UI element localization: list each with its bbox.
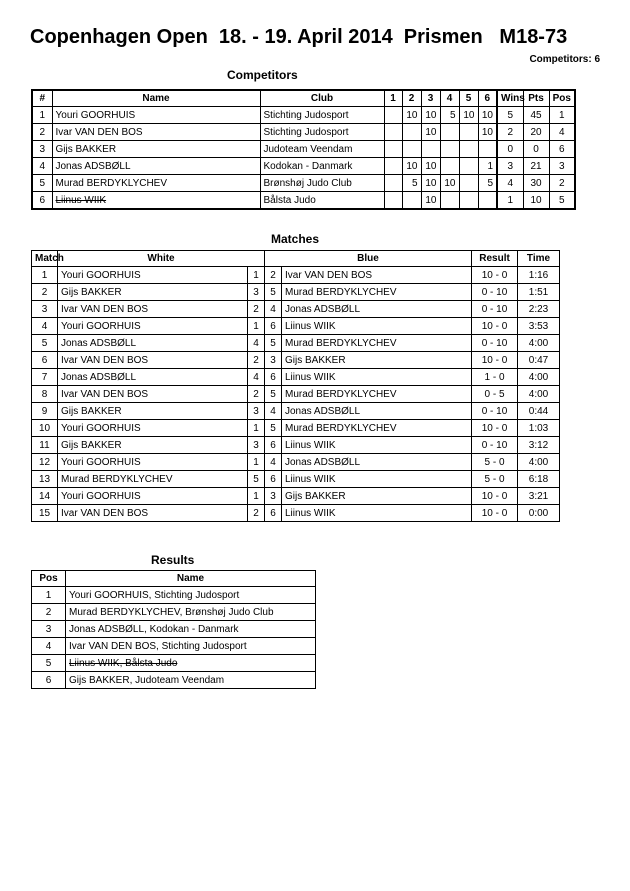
match-blue-number: 5	[265, 284, 282, 301]
match-white-number: 1	[248, 267, 265, 284]
match-blue-name: Murad BERDYKLYCHEV	[282, 386, 472, 403]
match-number: 11	[32, 437, 58, 454]
competitor-score-cell	[384, 175, 402, 192]
competitor-score-cell: 10	[421, 107, 440, 124]
competitor-position: 5	[549, 192, 575, 210]
competitor-score-cell	[478, 141, 497, 158]
competitors-column-header: 2	[402, 90, 421, 107]
competitor-score-cell	[440, 124, 459, 141]
competitor-score-cell	[402, 124, 421, 141]
match-white-number: 4	[248, 335, 265, 352]
competitor-number: 1	[32, 107, 52, 124]
match-row	[32, 505, 560, 522]
match-blue-name: Jonas ADSBØLL	[282, 403, 472, 420]
result-row	[32, 672, 316, 689]
result-name: Ivar VAN DEN BOS, Stichting Judosport	[66, 638, 316, 655]
match-time: 4:00	[518, 386, 560, 403]
match-result: 0 - 10	[472, 301, 518, 318]
results-column-header: Name	[66, 571, 316, 587]
match-blue-number: 5	[265, 420, 282, 437]
competitor-score-cell	[440, 192, 459, 210]
match-result: 0 - 10	[472, 403, 518, 420]
match-blue-name: Jonas ADSBØLL	[282, 301, 472, 318]
matches-column-header: Time	[518, 251, 560, 267]
match-row	[32, 369, 560, 386]
match-time: 0:47	[518, 352, 560, 369]
match-blue-number: 6	[265, 437, 282, 454]
match-time: 1:51	[518, 284, 560, 301]
competitor-score-cell: 10	[440, 175, 459, 192]
competitor-score-cell: 10	[421, 124, 440, 141]
match-time: 4:00	[518, 454, 560, 471]
competitor-number: 3	[32, 141, 52, 158]
competitor-points: 20	[523, 124, 549, 141]
competitor-score-cell	[384, 124, 402, 141]
match-time: 1:16	[518, 267, 560, 284]
result-position: 5	[32, 655, 66, 672]
match-white-name: Youri GOORHUIS	[58, 488, 248, 505]
match-blue-number: 3	[265, 352, 282, 369]
match-time: 0:44	[518, 403, 560, 420]
competitors-column-header: #	[32, 90, 52, 107]
competitor-name: Liinus WIIK	[52, 192, 260, 210]
match-number: 5	[32, 335, 58, 352]
competitor-score-cell: 10	[421, 192, 440, 210]
match-white-name: Ivar VAN DEN BOS	[58, 301, 248, 318]
competitor-score-cell: 10	[459, 107, 478, 124]
match-time: 4:00	[518, 369, 560, 386]
match-white-name: Youri GOORHUIS	[58, 454, 248, 471]
match-blue-number: 2	[265, 267, 282, 284]
competitors-column-header: 6	[478, 90, 497, 107]
competitor-position: 4	[549, 124, 575, 141]
competitor-points: 30	[523, 175, 549, 192]
competitor-name: Gijs BAKKER	[52, 141, 260, 158]
match-row	[32, 335, 560, 352]
competitors-column-header: 1	[384, 90, 402, 107]
matches-column-header: White	[58, 251, 265, 267]
match-white-name: Ivar VAN DEN BOS	[58, 505, 248, 522]
match-result: 10 - 0	[472, 352, 518, 369]
match-white-name: Gijs BAKKER	[58, 437, 248, 454]
match-blue-number: 6	[265, 505, 282, 522]
matches-column-header: Blue	[265, 251, 472, 267]
match-result: 1 - 0	[472, 369, 518, 386]
competitor-score-cell	[440, 141, 459, 158]
results-section-title: Results	[151, 553, 195, 567]
competitor-club: Stichting Judosport	[260, 124, 384, 141]
competitors-column-header: Wins	[497, 90, 523, 107]
match-blue-number: 6	[265, 471, 282, 488]
match-white-number: 4	[248, 369, 265, 386]
match-result: 0 - 10	[472, 284, 518, 301]
match-number: 12	[32, 454, 58, 471]
result-position: 3	[32, 621, 66, 638]
competitor-club: Kodokan - Danmark	[260, 158, 384, 175]
competitor-club: Judoteam Veendam	[260, 141, 384, 158]
result-position: 4	[32, 638, 66, 655]
competitor-score-cell	[459, 192, 478, 210]
competitor-score-cell	[384, 192, 402, 210]
result-position: 1	[32, 587, 66, 604]
competitors-column-header: Pts	[523, 90, 549, 107]
matches-column-header: Result	[472, 251, 518, 267]
match-row	[32, 267, 560, 284]
result-row	[32, 638, 316, 655]
competitor-row	[32, 192, 575, 210]
match-row	[32, 403, 560, 420]
competitor-score-cell	[384, 158, 402, 175]
match-blue-name: Liinus WIIK	[282, 437, 472, 454]
competitor-score-cell: 10	[421, 175, 440, 192]
competitor-score-cell: 5	[478, 175, 497, 192]
result-name: Youri GOORHUIS, Stichting Judosport	[66, 587, 316, 604]
result-row	[32, 621, 316, 638]
competitor-name: Murad BERDYKLYCHEV	[52, 175, 260, 192]
match-result: 10 - 0	[472, 267, 518, 284]
matches-section-title: Matches	[271, 232, 320, 246]
competitor-points: 21	[523, 158, 549, 175]
result-row	[32, 587, 316, 604]
match-time: 3:12	[518, 437, 560, 454]
competitor-score-cell: 1	[478, 158, 497, 175]
match-white-name: Jonas ADSBØLL	[58, 369, 248, 386]
match-number: 14	[32, 488, 58, 505]
match-white-name: Ivar VAN DEN BOS	[58, 386, 248, 403]
match-blue-name: Gijs BAKKER	[282, 488, 472, 505]
competitor-score-cell	[440, 158, 459, 175]
match-row	[32, 471, 560, 488]
competitor-name: Jonas ADSBØLL	[52, 158, 260, 175]
match-number: 8	[32, 386, 58, 403]
competitor-number: 2	[32, 124, 52, 141]
match-time: 3:53	[518, 318, 560, 335]
competitors-column-header: Name	[52, 90, 260, 107]
match-white-number: 5	[248, 471, 265, 488]
competitor-score-cell	[459, 141, 478, 158]
competitor-position: 1	[549, 107, 575, 124]
result-name: Liinus WIIK, Bålsta Judo	[66, 655, 316, 672]
match-time: 1:03	[518, 420, 560, 437]
match-number: 7	[32, 369, 58, 386]
match-time: 0:00	[518, 505, 560, 522]
match-time: 4:00	[518, 335, 560, 352]
competitor-score-cell: 10	[402, 107, 421, 124]
match-blue-number: 4	[265, 454, 282, 471]
match-white-number: 3	[248, 284, 265, 301]
competitor-club: Brønshøj Judo Club	[260, 175, 384, 192]
result-name: Murad BERDYKLYCHEV, Brønshøj Judo Club	[66, 604, 316, 621]
competitors-column-header: Pos	[549, 90, 575, 107]
match-white-name: Youri GOORHUIS	[58, 318, 248, 335]
match-number: 3	[32, 301, 58, 318]
match-number: 9	[32, 403, 58, 420]
competitor-position: 6	[549, 141, 575, 158]
match-white-name: Youri GOORHUIS	[58, 420, 248, 437]
competitor-score-cell	[402, 141, 421, 158]
competitors-column-header: Club	[260, 90, 384, 107]
competitor-number: 4	[32, 158, 52, 175]
match-blue-number: 6	[265, 318, 282, 335]
competitor-wins: 1	[497, 192, 523, 210]
result-name: Jonas ADSBØLL, Kodokan - Danmark	[66, 621, 316, 638]
match-time: 2:23	[518, 301, 560, 318]
competitor-points: 10	[523, 192, 549, 210]
match-row	[32, 284, 560, 301]
match-number: 4	[32, 318, 58, 335]
match-blue-number: 3	[265, 488, 282, 505]
match-time: 3:21	[518, 488, 560, 505]
competitor-row	[32, 107, 575, 124]
competitor-wins: 5	[497, 107, 523, 124]
match-row	[32, 454, 560, 471]
competitors-table	[31, 89, 576, 210]
competitor-row	[32, 175, 575, 192]
match-white-name: Gijs BAKKER	[58, 403, 248, 420]
match-row	[32, 488, 560, 505]
match-number: 10	[32, 420, 58, 437]
match-result: 10 - 0	[472, 488, 518, 505]
match-number: 13	[32, 471, 58, 488]
match-white-number: 3	[248, 403, 265, 420]
competitor-row	[32, 158, 575, 175]
competitor-points: 0	[523, 141, 549, 158]
competitors-column-header: 3	[421, 90, 440, 107]
match-blue-name: Liinus WIIK	[282, 369, 472, 386]
result-row	[32, 655, 316, 672]
match-white-number: 2	[248, 301, 265, 318]
match-blue-name: Gijs BAKKER	[282, 352, 472, 369]
match-blue-name: Liinus WIIK	[282, 471, 472, 488]
match-row	[32, 318, 560, 335]
competitor-score-cell	[478, 192, 497, 210]
competitor-wins: 4	[497, 175, 523, 192]
competitor-score-cell: 5	[440, 107, 459, 124]
competitors-column-header: 5	[459, 90, 478, 107]
match-blue-number: 6	[265, 369, 282, 386]
match-white-number: 2	[248, 352, 265, 369]
match-blue-number: 4	[265, 301, 282, 318]
match-result: 5 - 0	[472, 471, 518, 488]
match-white-name: Gijs BAKKER	[58, 284, 248, 301]
competitor-position: 2	[549, 175, 575, 192]
competitor-score-cell: 10	[478, 107, 497, 124]
match-white-number: 1	[248, 488, 265, 505]
competitor-score-cell	[459, 124, 478, 141]
match-row	[32, 352, 560, 369]
match-white-name: Youri GOORHUIS	[58, 267, 248, 284]
match-number: 2	[32, 284, 58, 301]
competitor-wins: 2	[497, 124, 523, 141]
competitor-number: 5	[32, 175, 52, 192]
competitors-column-header: 4	[440, 90, 459, 107]
match-white-number: 2	[248, 505, 265, 522]
match-blue-name: Liinus WIIK	[282, 505, 472, 522]
match-blue-name: Ivar VAN DEN BOS	[282, 267, 472, 284]
competitor-score-cell: 5	[402, 175, 421, 192]
competitor-name: Ivar VAN DEN BOS	[52, 124, 260, 141]
match-blue-name: Liinus WIIK	[282, 318, 472, 335]
competitor-score-cell	[384, 107, 402, 124]
competitor-row	[32, 124, 575, 141]
competitor-name: Youri GOORHUIS	[52, 107, 260, 124]
match-blue-number: 5	[265, 386, 282, 403]
match-result: 10 - 0	[472, 318, 518, 335]
match-blue-name: Jonas ADSBØLL	[282, 454, 472, 471]
match-white-name: Jonas ADSBØLL	[58, 335, 248, 352]
match-white-number: 3	[248, 437, 265, 454]
match-white-number: 2	[248, 386, 265, 403]
matches-column-header: Match	[32, 251, 58, 267]
match-number: 15	[32, 505, 58, 522]
competitors-count: Competitors: 6	[529, 54, 600, 65]
match-white-name: Ivar VAN DEN BOS	[58, 352, 248, 369]
match-blue-number: 4	[265, 403, 282, 420]
competitor-row	[32, 141, 575, 158]
match-result: 10 - 0	[472, 505, 518, 522]
match-white-name: Murad BERDYKLYCHEV	[58, 471, 248, 488]
match-blue-number: 5	[265, 335, 282, 352]
competitor-club: Stichting Judosport	[260, 107, 384, 124]
match-row	[32, 386, 560, 403]
competitors-section-title: Competitors	[227, 68, 298, 82]
result-row	[32, 604, 316, 621]
match-result: 0 - 10	[472, 437, 518, 454]
match-blue-name: Murad BERDYKLYCHEV	[282, 420, 472, 437]
match-number: 1	[32, 267, 58, 284]
match-result: 0 - 5	[472, 386, 518, 403]
competitor-wins: 0	[497, 141, 523, 158]
competitor-score-cell	[421, 141, 440, 158]
competitor-club: Bålsta Judo	[260, 192, 384, 210]
match-row	[32, 420, 560, 437]
result-name: Gijs BAKKER, Judoteam Veendam	[66, 672, 316, 689]
competitor-position: 3	[549, 158, 575, 175]
competitor-score-cell: 10	[478, 124, 497, 141]
competitor-score-cell	[384, 141, 402, 158]
match-result: 0 - 10	[472, 335, 518, 352]
match-number: 6	[32, 352, 58, 369]
match-result: 5 - 0	[472, 454, 518, 471]
match-blue-name: Murad BERDYKLYCHEV	[282, 284, 472, 301]
match-white-number: 1	[248, 454, 265, 471]
competitor-score-cell	[402, 192, 421, 210]
match-result: 10 - 0	[472, 420, 518, 437]
competitor-number: 6	[32, 192, 52, 210]
matches-table	[31, 250, 560, 522]
competitor-score-cell	[459, 158, 478, 175]
match-white-number: 1	[248, 420, 265, 437]
competitor-score-cell: 10	[421, 158, 440, 175]
competitor-score-cell	[459, 175, 478, 192]
results-column-header: Pos	[32, 571, 66, 587]
match-time: 6:18	[518, 471, 560, 488]
match-white-number: 1	[248, 318, 265, 335]
competitor-score-cell: 10	[402, 158, 421, 175]
result-position: 2	[32, 604, 66, 621]
competitor-points: 45	[523, 107, 549, 124]
results-table	[31, 570, 316, 689]
page-title: Copenhagen Open 18. - 19. April 2014 Prismen M18-73	[30, 26, 568, 48]
result-position: 6	[32, 672, 66, 689]
match-row	[32, 437, 560, 454]
competitor-wins: 3	[497, 158, 523, 175]
match-row	[32, 301, 560, 318]
match-blue-name: Murad BERDYKLYCHEV	[282, 335, 472, 352]
